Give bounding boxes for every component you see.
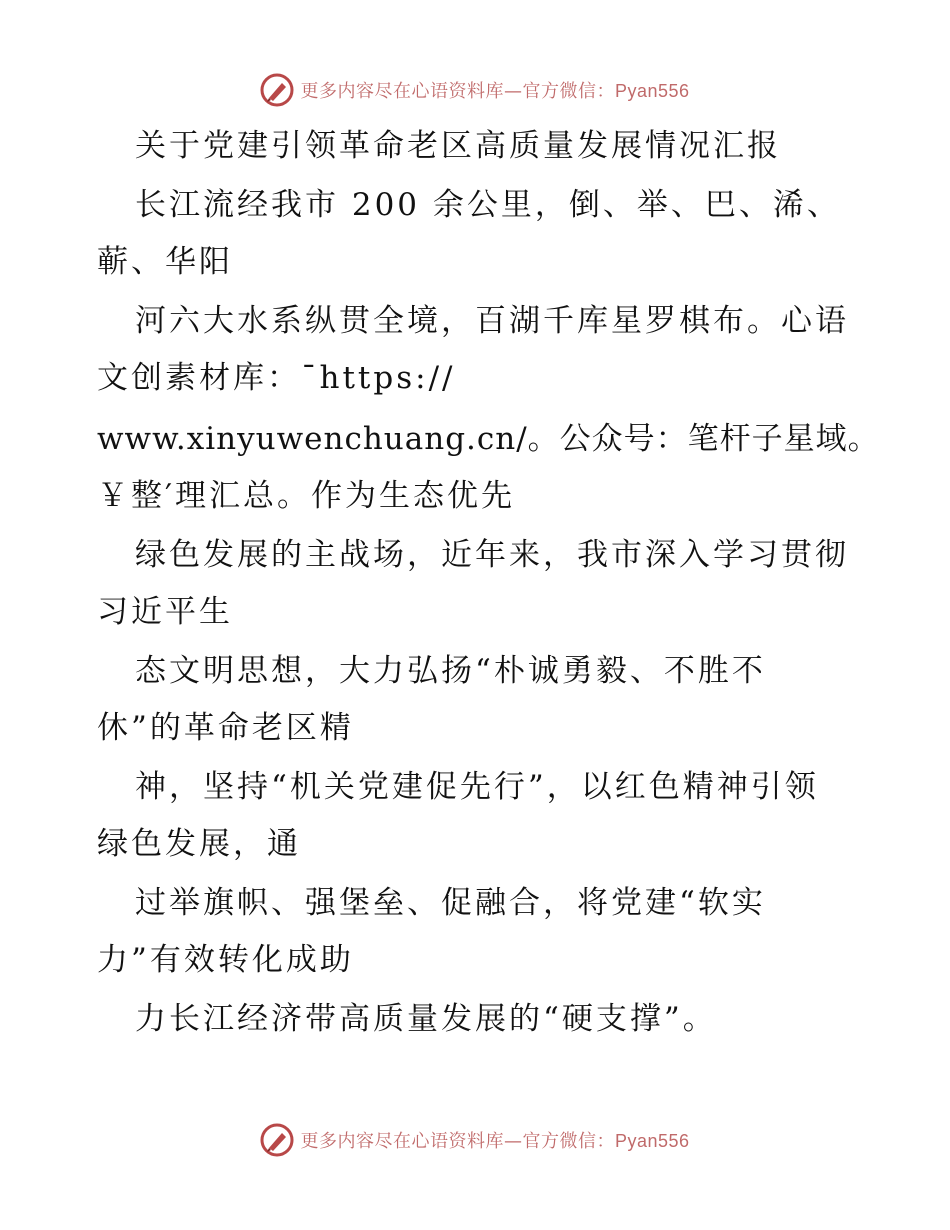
document-title: 关于党建引领革命老区高质量发展情况汇报 [135,128,781,164]
text-line: 休”的革命老区精 [97,710,354,746]
text-line: 习近平生 [97,594,233,630]
banner-label: 更多内容尽在心语资料库—官方微信： [300,81,615,102]
text-line: 力长江经济带高质量发展的“硬支撑”。 [135,1001,717,1037]
banner-wechat-id: Pyan556 [614,81,690,101]
banner-text [300,1127,689,1153]
banner-label: 更多内容尽在心语资料库—官方微信： [300,1131,615,1152]
text-line: 文创素材库：¯https:// [97,360,456,396]
text-line: 态文明思想，大力弘扬“朴诚勇毅、不胜不 [135,653,766,689]
footer-banner [0,1120,950,1160]
text-line: 长江流经我市 200 余公里，倒、举、巴、浠、 [135,187,841,223]
text-line: 绿色发展的主战场，近年来，我市深入学习贯彻 [135,537,849,573]
banner-wechat-id: Pyan556 [614,1131,690,1151]
pen-logo-icon [260,1123,294,1157]
text-line: 神，坚持“机关党建促先行”，以红色精神引领 [135,769,819,805]
text-line: 蕲、华阳 [97,244,233,280]
text-line: 河六大水系纵贯全境，百湖千库星罗棋布。心语 [135,303,849,339]
text-line: 力”有效转化成助 [97,942,354,978]
footer-banner-inner [260,1123,689,1157]
text-line: 过举旗帜、强堡垒、促融合，将党建“软实 [135,885,766,921]
text-line: 绿色发展，通 [97,826,301,862]
text-line: www.xinyuwenchuang.cn/。公众号：笔杆子星域。 [97,421,880,457]
text-line: ￥整′理汇总。作为生态优先 [97,478,516,514]
